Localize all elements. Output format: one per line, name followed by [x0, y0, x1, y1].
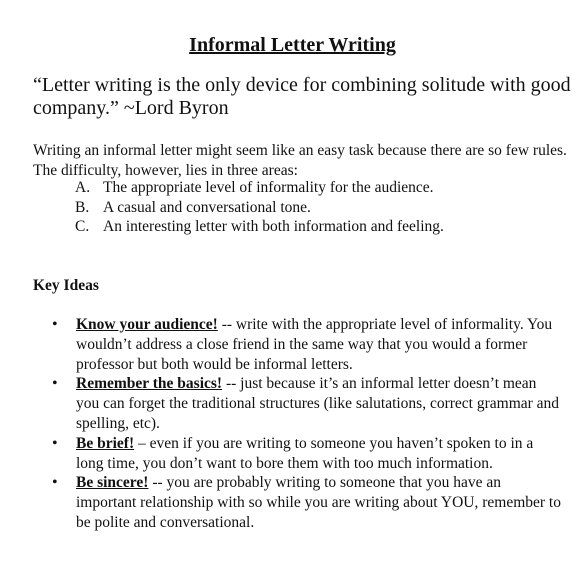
page-title: Informal Letter Writing	[189, 34, 396, 56]
area-text: The appropriate level of informality for the audience.	[103, 179, 434, 196]
key-idea-separator: –	[134, 434, 150, 452]
area-letter: C.	[75, 218, 90, 235]
key-idea-rest: write with the appropriate level of informality. You wouldn’t address a close friend in the same way that you would a former professor but both would be informal letters.	[76, 316, 553, 373]
byron-quote: “Letter writing is the only device for combining solitude with good company.” ~Lord Byron	[33, 74, 571, 119]
area-letter: A.	[75, 179, 91, 196]
key-ideas-list	[52, 315, 562, 533]
area-text: An interesting letter with both information and feeling.	[103, 218, 444, 235]
areas-list	[75, 178, 565, 237]
key-idea-item	[52, 374, 562, 433]
key-idea-text	[76, 473, 562, 532]
key-idea-text	[76, 315, 562, 374]
area-item	[75, 198, 565, 218]
bullet-icon: •	[52, 434, 58, 452]
area-item	[75, 178, 565, 198]
key-idea-item	[52, 434, 562, 474]
key-idea-text	[76, 434, 562, 474]
key-idea-separator: --	[222, 375, 241, 393]
key-idea-text	[76, 374, 562, 433]
key-idea-rest: just because it’s an informal letter doesn’t mean you can forget the traditional structures (like salutations, correct grammar and spelling, etc).	[76, 375, 560, 432]
intro-paragraph: Writing an informal letter might seem like an easy task because there are so few rules. The difficulty, however, lies in three areas:	[33, 142, 567, 179]
key-idea-separator: --	[217, 316, 236, 333]
bullet-icon: •	[52, 316, 58, 333]
key-idea-lead: Remember the basics!	[76, 375, 223, 393]
area-text: A casual and conversational tone.	[103, 198, 311, 216]
key-idea-separator: --	[148, 474, 167, 492]
key-idea-lead: Know your audience!	[76, 316, 218, 333]
area-letter: B.	[75, 198, 90, 216]
key-idea-lead: Be brief!	[76, 434, 135, 452]
key-idea-item	[52, 473, 562, 532]
area-item	[75, 217, 565, 237]
key-idea-rest: you are probably writing to someone that you have an important relationship with so while you are writing about YOU, remember to be polite and conversational.	[76, 474, 561, 531]
key-ideas-heading: Key Ideas	[33, 277, 99, 294]
bullet-icon: •	[52, 474, 58, 492]
key-idea-lead: Be sincere!	[76, 474, 149, 492]
key-idea-item	[52, 315, 562, 374]
key-idea-rest: even if you are writing to someone you haven’t spoken to in a long time, you don’t want to bore them with too much information.	[76, 434, 534, 472]
bullet-icon: •	[52, 375, 58, 393]
